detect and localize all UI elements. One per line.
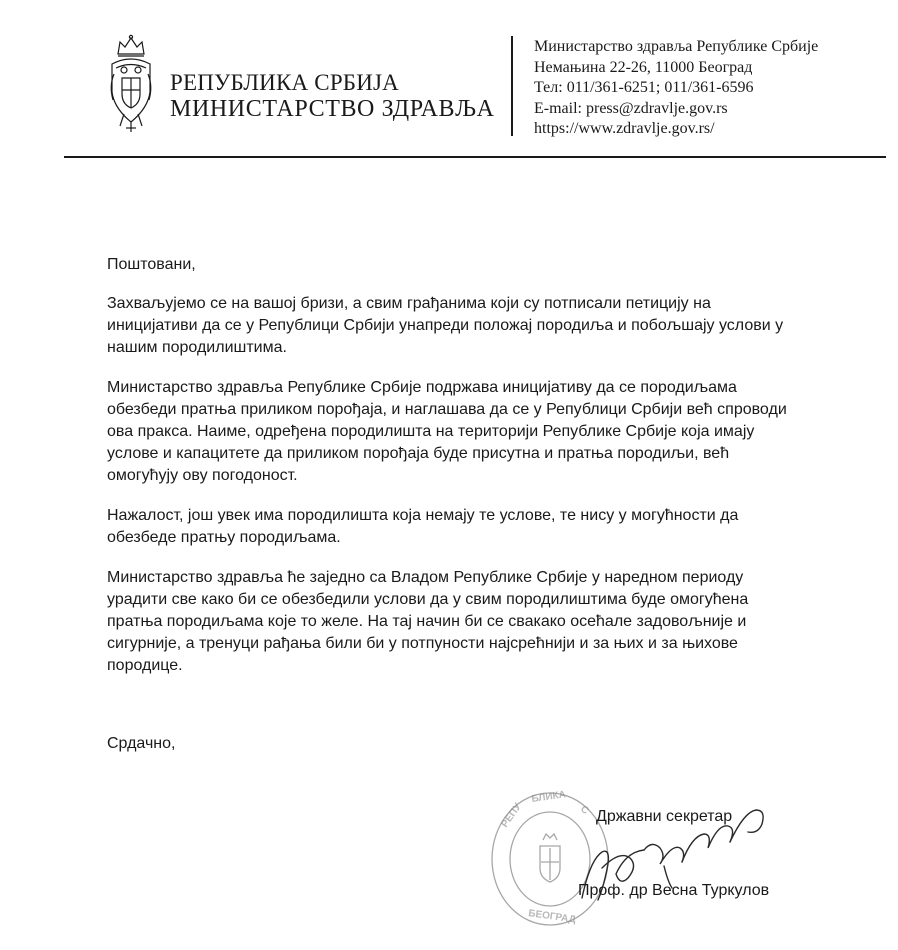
paragraph-line: услове и капацитете да приликом порођаја буде присутна и пратња породиљи, већ [107, 445, 730, 462]
paragraph-line: Захваљујемо се на вашој бризи, а свим грађанима који су потписали петицију на [107, 295, 711, 312]
paragraph-line: урадити све како би се обезбедили услови да у свим породилиштима буде омогућена [107, 591, 749, 608]
paragraph-line: сигурније, а тренуци рађања били би у потпуности најсрећнији и за њих и за њихове [107, 635, 738, 652]
svg-text:БЕОГРАД: БЕОГРАД [527, 908, 577, 926]
letterhead-contact-block [534, 37, 818, 140]
paragraph-line: Министарство здравља Републике Србије подржава иницијативу да се породиљама [107, 379, 737, 396]
svg-text:РЕПУ: РЕПУ [499, 801, 524, 830]
contact-organization: Министарство здравља Републике Србије [534, 38, 819, 55]
paragraph-line: иницијативи да се у Републици Србији унапреди положај породиља и побољшају услови у [107, 317, 784, 334]
paragraph-line: породице. [107, 657, 183, 674]
svg-text:С: С [578, 803, 591, 817]
contact-website: https://www.zdravlje.gov.rs/ [534, 120, 715, 137]
paragraph-line: обезбеде пратњу породиљама. [107, 529, 341, 546]
contact-email: E-mail: press@zdravlje.gov.rs [534, 99, 728, 117]
contact-address: Немањина 22-26, 11000 Београд [534, 58, 753, 76]
paragraph-line: омогућују ову погодоност. [107, 467, 298, 484]
signer-title: Државни секретар [596, 808, 733, 825]
letter-paragraph-3 [107, 505, 807, 549]
contact-phone: Тел: 011/361-6251; 011/361-6596 [534, 79, 754, 96]
letter-greeting: Поштовани, [107, 256, 196, 273]
letter-paragraph-2 [107, 377, 807, 487]
letterhead-divider [511, 36, 513, 136]
paragraph-line: Нажалост, још увек има породилишта која немају те услове, те нису у могућности да [107, 507, 739, 524]
signer-name: Проф. др Весна Туркулов [578, 882, 770, 899]
letter-body [107, 254, 807, 695]
paragraph-line: обезбеди пратња приликом порођаја, и наглашава да се у Републици Србији већ спроводи [107, 401, 787, 418]
paragraph-line: Министарство здравља ће заједно са Владом Републике Србије у наредном периоду [107, 569, 744, 586]
header-rule [64, 156, 886, 158]
letterhead-ministry: МИНИСТАРСТВО ЗДРАВЉА [170, 96, 495, 122]
letter-paragraph-4 [107, 567, 807, 677]
coat-of-arms-icon [104, 34, 158, 136]
letter-paragraph-1 [107, 293, 807, 359]
paragraph-line: ова пракса. Наиме, одређена породилишта на територији Републике Србије која имају [107, 423, 755, 440]
letter-closing: Срдачно, [107, 735, 176, 752]
svg-text:БЛИКА: БЛИКА [530, 789, 567, 805]
paragraph-line: пратња породиљама које то желе. На тај начин би се свакако осећале задовољније и [107, 613, 747, 630]
letterhead-country: РЕПУБЛИКА СРБИЈА [170, 70, 399, 95]
paragraph-line: нашим породилиштима. [107, 339, 287, 356]
